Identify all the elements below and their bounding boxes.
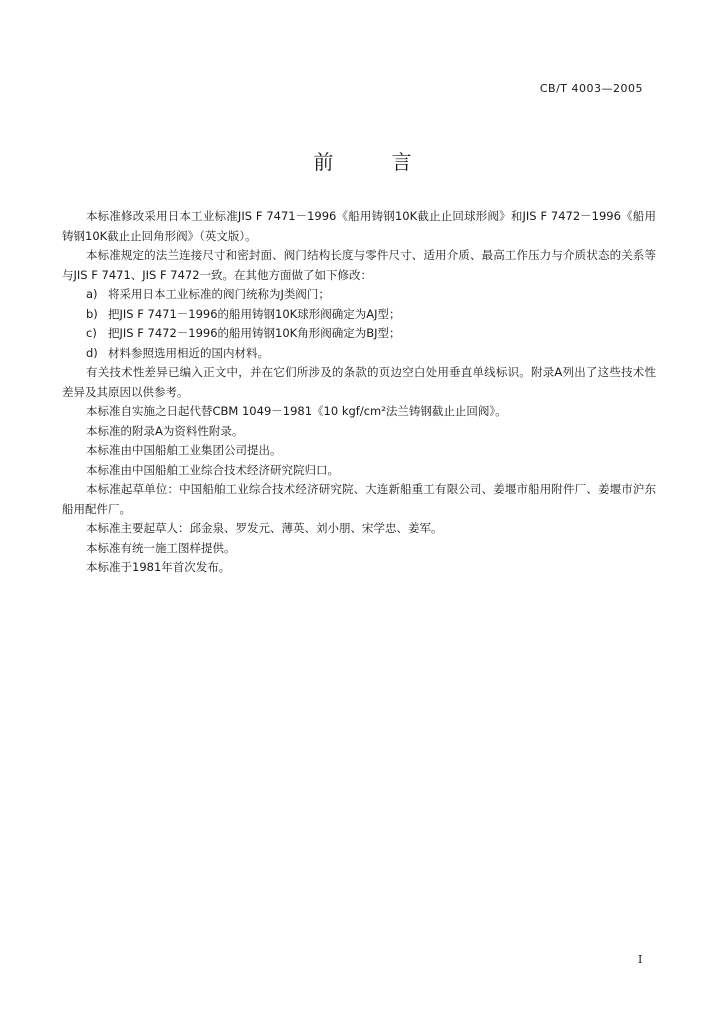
foreword-body: [62, 207, 656, 578]
paragraph-drafting-units: 本标准起草单位：中国船舶工业综合技术经济研究院、大连新船重工有限公司、姜堰市船用附件厂、姜堰市沪东船用配件厂。: [62, 482, 656, 516]
list-item: [62, 324, 656, 344]
paragraph-replaces: 本标准自实施之日起代替CBM 1049－1981《10 kgf/cm²法兰铸钢截止止回阀》。: [86, 404, 507, 418]
page-title: 前 言: [313, 150, 438, 174]
list-item-text: 将采用日本工业标准的阀门统称为J类阀门；: [108, 287, 330, 301]
paragraph-adoption: 本标准修改采用日本工业标准JIS F 7471－1996《船用铸钢10K截止止回球形阀》和JIS F 7472－1996《船用铸钢10K截止止回角形阀》（英文版）。: [62, 209, 656, 243]
paragraph-modifications: 本标准规定的法兰连接尺寸和密封面、阀门结构长度与零件尺寸、适用介质、最高工作压力与介质状态的关系等与JIS F 7471、JIS F 7472一致。在其他方面做了如下修改：: [62, 248, 656, 282]
paragraph-technical-differences: 有关技术性差异已编入正文中，并在它们所涉及的条款的页边空白处用垂直单线标识。附录A列出了这些技术性差异及其原因以供参考。: [62, 365, 656, 399]
paragraph-drafters: 本标准主要起草人：邱金泉、罗发元、薄英、刘小朋、宋学忠、姜军。: [86, 521, 443, 535]
list-item-mark: c): [86, 326, 97, 340]
paragraph-drawings: 本标准有统一施工图样提供。: [86, 540, 236, 555]
list-item-mark: d): [86, 345, 98, 360]
paragraph-proposer: 本标准由中国船舶工业集团公司提出。: [86, 443, 282, 457]
standard-code: CB/T 4003—2005: [539, 82, 643, 95]
list-item-mark: b): [86, 306, 98, 321]
list-item: [62, 344, 656, 364]
paragraph-first-issue: 本标准于1981年首次发布。: [86, 560, 231, 574]
list-item-text: 把JIS F 7472－1996的船用铸钢10K角形阀确定为BJ型；: [108, 326, 401, 340]
list-item: [62, 285, 656, 305]
list-item-text: 材料参照选用相近的国内材料。: [108, 345, 269, 360]
list-item: [62, 305, 656, 325]
page-number: I: [638, 953, 643, 966]
paragraph-appendix: 本标准的附录A为资料性附录。: [86, 423, 244, 438]
paragraph-administrator: 本标准由中国船舶工业综合技术经济研究院归口。: [86, 462, 339, 477]
list-item-text: 把JIS F 7471－1996的船用铸钢10K球形阀确定为AJ型；: [108, 306, 401, 321]
list-item-mark: a): [86, 287, 98, 301]
